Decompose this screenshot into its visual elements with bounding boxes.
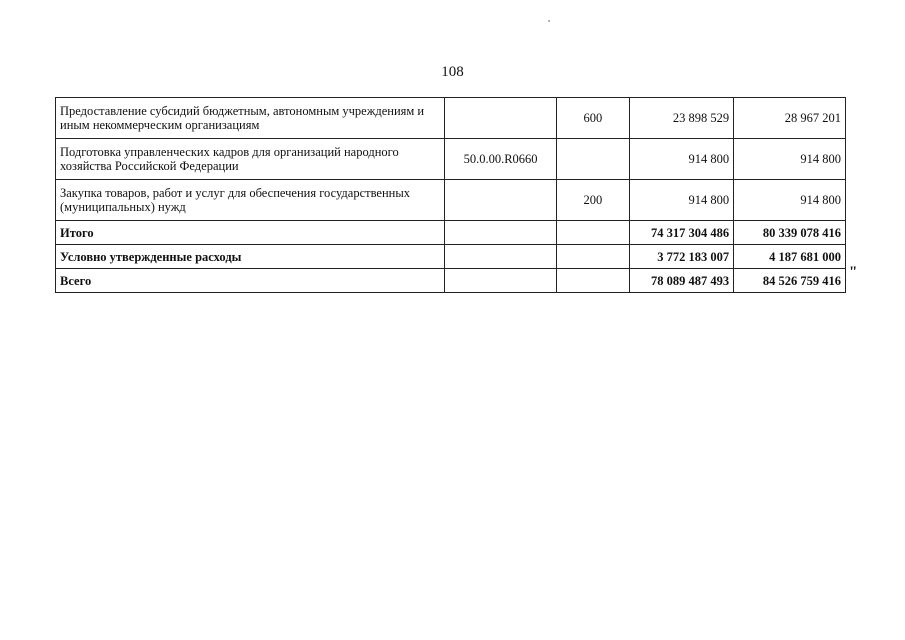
row-vr-code (556, 245, 629, 269)
row-year2-amount: 80 339 078 416 (734, 221, 846, 245)
row-year2-amount: 914 800 (734, 139, 846, 180)
total-row (56, 221, 846, 245)
row-year1-amount: 914 800 (629, 139, 733, 180)
row-year2-amount: 28 967 201 (734, 98, 846, 139)
row-year1-amount: 3 772 183 007 (629, 245, 733, 269)
row-year1-amount: 914 800 (629, 180, 733, 221)
closing-quote-mark: " (849, 264, 858, 280)
conditional-expenses-row (56, 245, 846, 269)
page-number: 108 (441, 64, 464, 80)
row-year2-amount: 914 800 (734, 180, 846, 221)
row-name: Закупка товаров, работ и услуг для обеспечения государственных (муниципальных) нужд (56, 180, 445, 221)
row-vr-code (556, 139, 629, 180)
row-vr-code: 600 (556, 98, 629, 139)
table-row (56, 139, 846, 180)
grand-total-row (56, 269, 846, 293)
row-csr-code (445, 269, 557, 293)
row-csr-code (445, 245, 557, 269)
row-year1-amount: 78 089 487 493 (629, 269, 733, 293)
row-name: Предоставление субсидий бюджетным, автономным учреждениям и иным некоммерческим организациям (56, 98, 445, 139)
row-name: Всего (56, 269, 445, 293)
row-year2-amount: 4 187 681 000 (734, 245, 846, 269)
row-vr-code (556, 221, 629, 245)
row-year2-amount: 84 526 759 416 (734, 269, 846, 293)
table-row (56, 180, 846, 221)
row-name: Подготовка управленческих кадров для организаций народного хозяйства Российской Федерации (56, 139, 445, 180)
budget-table (55, 97, 846, 293)
scan-speck (548, 20, 550, 22)
row-year1-amount: 74 317 304 486 (629, 221, 733, 245)
row-vr-code (556, 269, 629, 293)
row-vr-code: 200 (556, 180, 629, 221)
row-csr-code (445, 180, 557, 221)
row-csr-code (445, 221, 557, 245)
row-name: Итого (56, 221, 445, 245)
table-row (56, 98, 846, 139)
row-name: Условно утвержденные расходы (56, 245, 445, 269)
row-csr-code (445, 98, 557, 139)
row-csr-code: 50.0.00.R0660 (445, 139, 557, 180)
row-year1-amount: 23 898 529 (629, 98, 733, 139)
